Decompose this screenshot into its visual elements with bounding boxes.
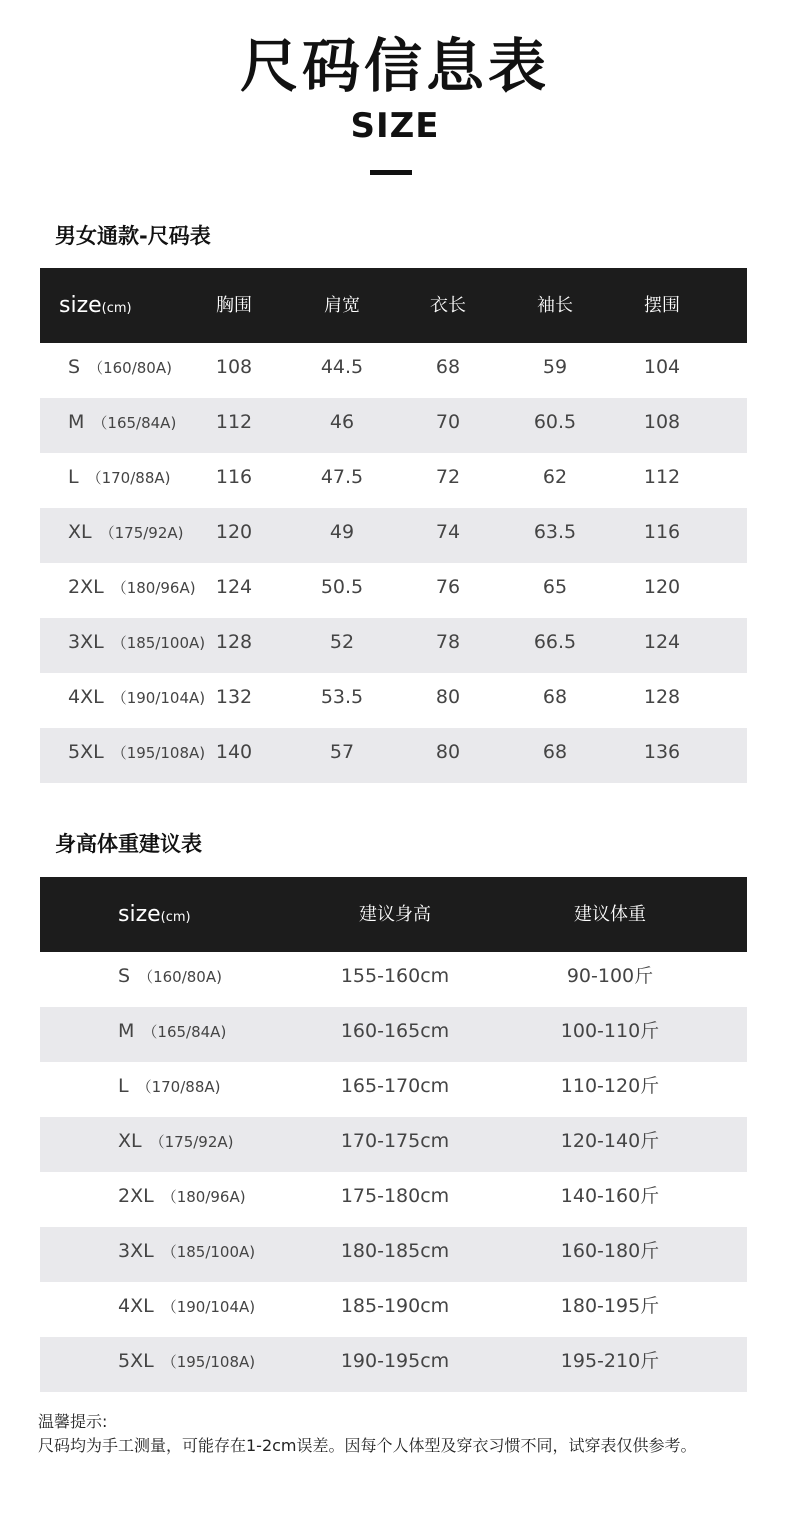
table-cell: 185-190cm — [340, 1295, 450, 1317]
table-cell: 68 — [542, 686, 568, 708]
table-cell: 116 — [215, 466, 253, 488]
size-cell — [118, 1227, 318, 1282]
table-cell: 80 — [435, 741, 461, 763]
height-table-body — [40, 952, 747, 1392]
size-name: M — [118, 1020, 135, 1042]
table-row — [40, 453, 747, 508]
table-cell: 140-160斤 — [560, 1185, 660, 1207]
size-name: XL — [118, 1130, 142, 1152]
table-cell: 195-210斤 — [560, 1350, 660, 1372]
table-cell: 63.5 — [533, 521, 577, 543]
size-code: （190/104A) — [161, 1298, 256, 1316]
size-name: XL — [68, 521, 92, 543]
table-cell: 155-160cm — [340, 965, 450, 987]
table-cell: 46 — [329, 411, 355, 433]
size-cell — [118, 1282, 318, 1337]
table-cell: 57 — [329, 741, 355, 763]
column-header-weight: 建议体重 — [574, 904, 646, 925]
tip-label: 温馨提示: — [38, 1412, 108, 1431]
size-label: size — [59, 293, 102, 318]
title-divider — [370, 170, 412, 175]
size-name: 3XL — [118, 1240, 154, 1262]
size-name: 2XL — [68, 576, 104, 598]
size-table — [40, 268, 747, 783]
table-row — [40, 673, 747, 728]
table-cell: 60.5 — [533, 411, 577, 433]
table-cell: 110-120斤 — [560, 1075, 660, 1097]
table-cell: 165-170cm — [340, 1075, 450, 1097]
size-code: （180/96A) — [111, 579, 196, 597]
size-name: 4XL — [118, 1295, 154, 1317]
table-cell: 50.5 — [320, 576, 364, 598]
size-column-header — [118, 877, 318, 952]
size-cell — [118, 1062, 318, 1117]
size-name: M — [68, 411, 85, 433]
table-row — [40, 1007, 747, 1062]
table-cell: 53.5 — [320, 686, 364, 708]
height-table-header — [40, 877, 747, 952]
table-row — [40, 618, 747, 673]
size-name: L — [68, 466, 79, 488]
table-row — [40, 1117, 747, 1172]
table-cell: 49 — [329, 521, 355, 543]
size-cell — [118, 1007, 318, 1062]
table-cell: 175-180cm — [340, 1185, 450, 1207]
column-header-hem: 摆围 — [644, 295, 680, 316]
table-cell: 44.5 — [320, 356, 364, 378]
size-name: S — [118, 965, 131, 987]
size-code: （165/84A) — [92, 414, 177, 432]
table-cell: 100-110斤 — [560, 1020, 660, 1042]
column-header-chest: 胸围 — [216, 295, 252, 316]
size-table-header — [40, 268, 747, 343]
page-subtitle: SIZE — [350, 106, 440, 146]
table-cell: 59 — [542, 356, 568, 378]
table-cell: 160-165cm — [340, 1020, 450, 1042]
size-code: （185/100A) — [111, 634, 206, 652]
table-cell: 128 — [643, 686, 681, 708]
table-row — [40, 728, 747, 783]
table-cell: 65 — [542, 576, 568, 598]
table-cell: 47.5 — [320, 466, 364, 488]
table-row — [40, 398, 747, 453]
size-label: size — [118, 902, 161, 927]
column-header-sleeve: 袖长 — [537, 295, 573, 316]
size-name: 3XL — [68, 631, 104, 653]
table-cell: 76 — [435, 576, 461, 598]
size-code: （185/100A) — [161, 1243, 256, 1261]
table-cell: 104 — [643, 356, 681, 378]
height-weight-table — [40, 877, 747, 1392]
size-code: （160/80A) — [138, 968, 222, 986]
table-cell: 170-175cm — [340, 1130, 450, 1152]
table-cell: 68 — [435, 356, 461, 378]
table-cell: 52 — [329, 631, 355, 653]
table-row — [40, 563, 747, 618]
table-cell: 72 — [435, 466, 461, 488]
size-table-body — [40, 343, 747, 783]
size-name: 5XL — [68, 741, 104, 763]
size-unit: (cm) — [101, 301, 132, 316]
table-cell: 78 — [435, 631, 461, 653]
size-code: （190/104A) — [111, 689, 206, 707]
column-header-shoulder: 肩宽 — [324, 295, 360, 316]
table-cell: 70 — [435, 411, 461, 433]
size-code: （175/92A) — [149, 1133, 234, 1151]
table-cell: 108 — [215, 356, 253, 378]
table-cell: 180-195斤 — [560, 1295, 660, 1317]
size-name: 2XL — [118, 1185, 154, 1207]
size-name: L — [118, 1075, 129, 1097]
size-code: （175/92A) — [99, 524, 184, 542]
table-cell: 90-100斤 — [566, 965, 654, 987]
table-cell: 108 — [643, 411, 681, 433]
table-row — [40, 1062, 747, 1117]
table-cell: 180-185cm — [340, 1240, 450, 1262]
table-row — [40, 1172, 747, 1227]
tip-text: 尺码均为手工测量，可能存在1-2cm误差。因每个人体型及穿衣习惯不同，试穿表仅供参考。 — [38, 1436, 697, 1455]
column-header-length: 衣长 — [430, 295, 466, 316]
size-code: （180/96A) — [161, 1188, 246, 1206]
size-cell — [118, 1117, 318, 1172]
table-cell: 136 — [643, 741, 681, 763]
table-cell: 132 — [215, 686, 253, 708]
size-name: S — [68, 356, 81, 378]
table-cell: 112 — [215, 411, 253, 433]
table-row — [40, 1227, 747, 1282]
table-cell: 160-180斤 — [560, 1240, 660, 1262]
size-name: 5XL — [118, 1350, 154, 1372]
table-row — [40, 1337, 747, 1392]
table-cell: 74 — [435, 521, 461, 543]
size-code: （170/88A) — [136, 1078, 221, 1096]
table-cell: 140 — [215, 741, 253, 763]
column-header-height: 建议身高 — [359, 904, 431, 925]
size-code: （165/84A) — [142, 1023, 227, 1041]
table-row — [40, 343, 747, 398]
table-cell: 124 — [643, 631, 681, 653]
table-cell: 120 — [643, 576, 681, 598]
table-row — [40, 952, 747, 1007]
size-code: （195/108A) — [161, 1353, 256, 1371]
table-cell: 112 — [643, 466, 681, 488]
table-cell: 120 — [215, 521, 253, 543]
height-table-title: 身高体重建议表 — [55, 832, 202, 856]
size-unit: (cm) — [160, 910, 191, 925]
size-cell — [118, 952, 318, 1007]
table-cell: 120-140斤 — [560, 1130, 660, 1152]
table-cell: 124 — [215, 576, 253, 598]
table-cell: 190-195cm — [340, 1350, 450, 1372]
page-title: 尺码信息表 — [239, 32, 550, 100]
size-name: 4XL — [68, 686, 104, 708]
table-cell: 68 — [542, 741, 568, 763]
size-cell — [118, 1172, 318, 1227]
table-row — [40, 508, 747, 563]
table-cell: 80 — [435, 686, 461, 708]
size-code: （160/80A) — [88, 359, 172, 377]
table-cell: 62 — [542, 466, 568, 488]
table-cell: 66.5 — [533, 631, 577, 653]
table-row — [40, 1282, 747, 1337]
size-table-title: 男女通款-尺码表 — [55, 224, 211, 248]
size-code: （195/108A) — [111, 744, 206, 762]
size-code: （170/88A) — [86, 469, 171, 487]
table-cell: 116 — [643, 521, 681, 543]
table-cell: 128 — [215, 631, 253, 653]
size-cell — [118, 1337, 318, 1392]
